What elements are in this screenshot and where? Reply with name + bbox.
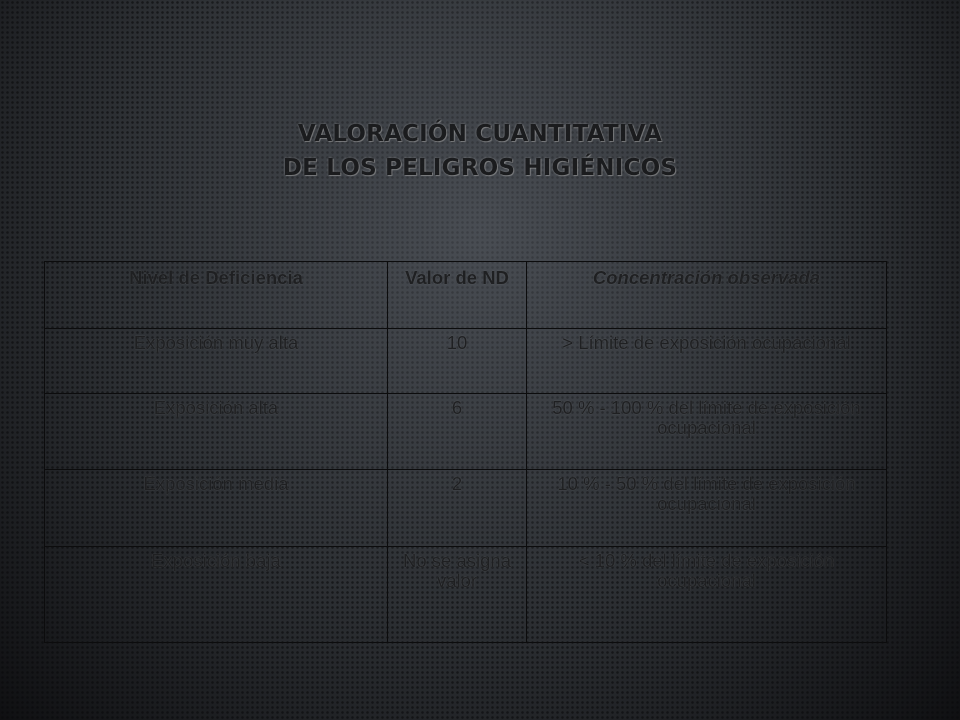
cell-nivel: Exposición baja <box>45 547 388 643</box>
table-row <box>45 470 887 547</box>
cell-valor: 6 <box>388 394 527 470</box>
table-row <box>45 394 887 470</box>
table-row <box>45 547 887 643</box>
cell-concentracion: < 10 % del límite de exposición ocupacional <box>527 547 887 643</box>
cell-valor: 10 <box>388 329 527 394</box>
cell-valor: 2 <box>388 470 527 547</box>
cell-valor: No se asigna valor <box>388 547 527 643</box>
table-header-row <box>45 262 887 329</box>
cell-concentracion: 50 % - 100 % del límite de exposición ocupacional <box>527 394 887 470</box>
header-nivel-deficiencia: Nivel de Deficiencia <box>45 262 388 329</box>
table-row <box>45 329 887 394</box>
hazard-valuation-table <box>44 261 887 643</box>
title-line-2: DE LOS PELIGROS HIGIÉNICOS <box>282 155 678 181</box>
cell-nivel: Exposición media <box>45 470 388 547</box>
header-valor-nd: Valor de ND <box>388 262 527 329</box>
cell-concentracion: 10 % - 50 % del límite de exposición ocupacional <box>527 470 887 547</box>
cell-nivel: Exposición muy alta <box>45 329 388 394</box>
cell-concentracion: > Límite de exposición ocupacional <box>527 329 887 394</box>
title-line-1: VALORACIÓN CUANTITATIVA <box>297 121 663 147</box>
cell-nivel: Exposición alta <box>45 394 388 470</box>
page-title <box>0 117 960 185</box>
header-concentracion-observada: Concentración observada <box>527 262 887 329</box>
